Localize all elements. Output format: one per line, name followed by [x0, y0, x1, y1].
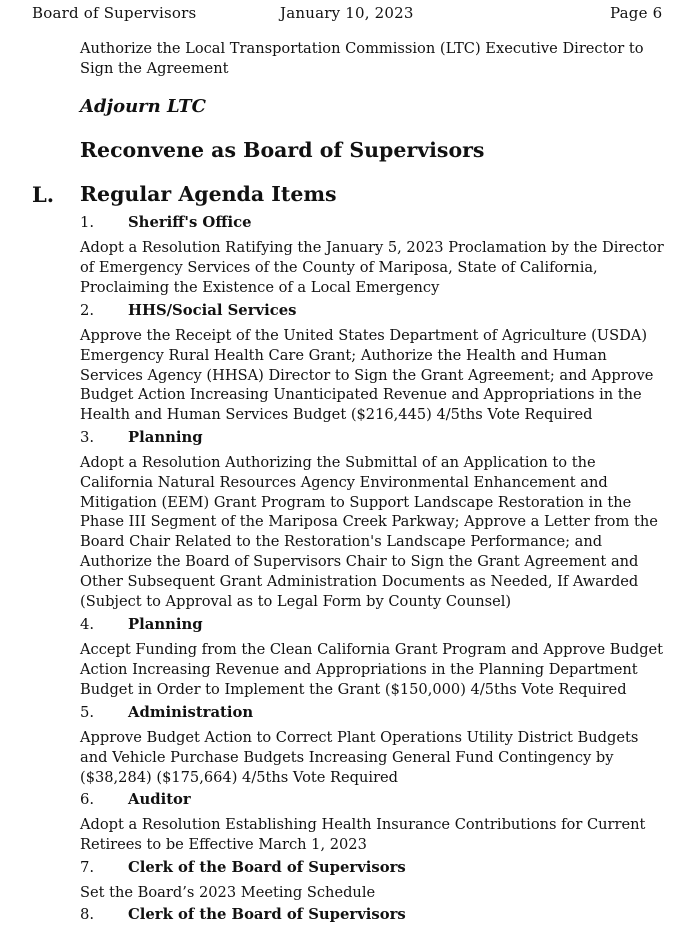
item-description: Accept Funding from the Clean California Grant Program and Approve Budget Action Increasing Revenue and Appropriations in the Planning Department Budget in Order to Implement the Grant ($150,000) 4/5ths Vote Required	[80, 641, 664, 698]
item-department: Administration	[128, 704, 254, 721]
item-number: 3.	[80, 429, 95, 446]
item-number: 1.	[80, 214, 95, 231]
page-header	[0, 4, 680, 24]
item-number: 2.	[80, 302, 95, 319]
item-number: 7.	[80, 859, 95, 876]
header-date: January 10, 2023	[280, 4, 414, 22]
item-description: Set the Board’s 2023 Meeting Schedule	[80, 884, 376, 901]
item-description: Approve the Receipt of the United States Department of Agriculture (USDA) Emergency Rural Health Care Grant; Authorize the Health and Human Services Agency (HHSA) Director to Sign the Grant Agreement; and Approve Budget Action Increasing Unanticipated Revenue and Appropriations in the Health and Human Services Budget ($216,445) 4/5ths Vote Required	[80, 327, 654, 424]
header-page-number: Page 6	[610, 4, 663, 22]
item-number: 5.	[80, 704, 95, 721]
item-number: 6.	[80, 791, 95, 808]
item-department: Planning	[128, 429, 203, 446]
item-department: Auditor	[128, 791, 191, 808]
adjourn-heading: Adjourn LTC	[80, 96, 206, 117]
item-department: Sheriff's Office	[128, 214, 252, 231]
intro-text: Authorize the Local Transportation Commission (LTC) Executive Director to Sign the Agreement	[80, 40, 644, 77]
item-department: Clerk of the Board of Supervisors	[128, 859, 406, 876]
reconvene-heading: Reconvene as Board of Supervisors	[80, 138, 485, 162]
item-number: 4.	[80, 616, 95, 633]
item-number: 8.	[80, 906, 95, 923]
item-description: Adopt a Resolution Establishing Health Insurance Contributions for Current Retirees to be Effective March 1, 2023	[80, 816, 646, 853]
item-department: Clerk of the Board of Supervisors	[128, 906, 406, 923]
section-title: Regular Agenda Items	[80, 182, 337, 206]
header-left: Board of Supervisors	[32, 4, 197, 22]
item-department: Planning	[128, 616, 203, 633]
section-letter: L.	[32, 182, 55, 207]
item-description: Adopt a Resolution Ratifying the January 5, 2023 Proclamation by the Director of Emergency Services of the County of Mariposa, State of California, Proclaiming the Existence of a Local Emergency	[80, 239, 664, 296]
item-department: HHS/Social Services	[128, 302, 297, 319]
item-description: Adopt a Resolution Authorizing the Submittal of an Application to the California Natural Resources Agency Environmental Enhancement and Mitigation (EEM) Grant Program to Support Landscape Restoration in the Phase III Segment of the Mariposa Creek Parkway; Approve a Letter from the Board Chair Related to the Restoration's Landscape Performance; and Authorize the Board of Supervisors Chair to Sign the Grant Agreement and Other Subsequent Grant Administration Documents as Needed, If Awarded (Subject to Approval as to Legal Form by County Counsel)	[80, 454, 658, 610]
item-description: Approve Budget Action to Correct Plant Operations Utility District Budgets and Vehicle Purchase Budgets Increasing General Fund Contingency by ($38,284) ($175,664) 4/5ths Vote Required	[80, 729, 639, 786]
